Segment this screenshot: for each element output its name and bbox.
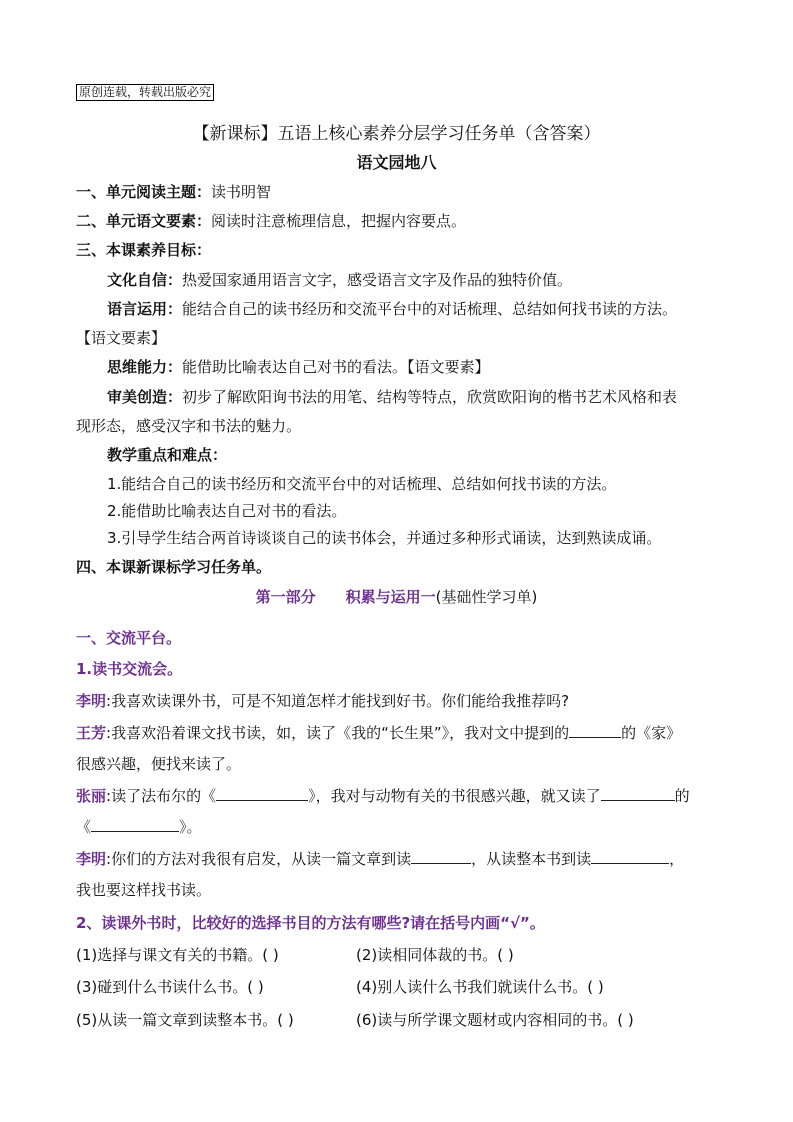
copyright-stamp: 原创连载，转载出版必究 (76, 84, 214, 101)
key-points-label: 教学重点和难点： (107, 446, 228, 464)
fill-blank[interactable] (91, 817, 179, 832)
goal-cultural (107, 269, 572, 290)
dialog-line-liming-2-cont: 我也要这样找书读。 (76, 881, 212, 899)
document-subtitle: 语文园地八 (356, 153, 437, 172)
dialog-line-liming-1 (76, 690, 569, 711)
goal-language-tag: 【语文要素】 (76, 329, 167, 347)
dialog-text: 的《家》 (621, 724, 682, 742)
dialog-text: :我喜欢读课外书，可是不知道怎样才能找到好书。你们能给我推荐吗? (106, 692, 570, 710)
dialog-text: 《 (76, 818, 92, 836)
key-point-item: 2.能借助比喻表达自己对书的看法。 (107, 502, 347, 520)
dialog-text: ，从读整本书到读 (471, 850, 592, 868)
key-point-item: 1.能结合自己的读书经历和交流平台中的对话梳理、总结如何找书读的方法。 (107, 475, 617, 493)
section-1 (76, 181, 271, 202)
goal-thinking (107, 356, 490, 377)
dialog-line-zhangli (76, 785, 690, 806)
exercise-1-heading: 一、交流平台。 (76, 629, 182, 647)
goal-cultural-text: 热爱国家通用语言文字，感受语言文字及作品的独特价值。 (182, 271, 573, 289)
section-3-label: 三、本课素养目标： (76, 241, 212, 259)
dialog-text: 》，我对与动物有关的书很感兴趣，就又读了 (308, 787, 601, 805)
dialog-line-liming-2 (76, 848, 684, 869)
speaker-name: 张丽 (76, 787, 107, 805)
part-heading (0, 586, 793, 607)
speaker-name: 王芳 (76, 724, 107, 742)
section-1-label: 一、单元阅读主题： (76, 183, 212, 201)
exercise-1-subheading: 1.读书交流会。 (76, 660, 183, 678)
section-2-label: 二、单元语文要素： (76, 212, 212, 230)
dialog-text: ， (669, 850, 685, 868)
fill-blank[interactable] (591, 849, 669, 864)
section-4-label: 四、本课新课标学习任务单。 (76, 558, 272, 576)
exercise-2-heading: 2、读课外书时，比较好的选择书目的方法有哪些?请在括号内画“√”。 (76, 914, 545, 932)
fill-blank[interactable] (411, 849, 471, 864)
dialog-text: :我喜欢沿着课文找书读，如，读了《我的“长生果”》，我对文中提到的 (106, 724, 570, 742)
goal-language-label: 语言运用： (107, 300, 183, 318)
goal-cultural-label: 文化自信： (107, 271, 183, 289)
part-type: (基础性学习单) (435, 588, 538, 606)
fill-blank[interactable] (216, 786, 308, 801)
section-2-text: 阅读时注意梳理信息，把握内容要点。 (211, 212, 467, 230)
speaker-name: 李明 (76, 850, 107, 868)
document-title: 【新课标】五语上核心素养分层学习任务单（含答案） (192, 124, 601, 144)
option-item: (1)选择与课文有关的书籍。( ) (76, 946, 279, 964)
dialog-text: 》。 (179, 818, 202, 836)
dialog-line-zhangli-cont (76, 816, 202, 837)
part-title: 积累与运用一 (345, 588, 436, 606)
goal-thinking-text: 能借助比喻表达自己对书的看法。【语文要素】 (182, 358, 490, 376)
option-item: (2)读相同体裁的书。( ) (356, 946, 514, 964)
dialog-text: :你们的方法对我很有启发，从读一篇文章到读 (106, 850, 412, 868)
goal-thinking-label: 思维能力： (107, 358, 183, 376)
option-item: (6)读与所学课文题材或内容相同的书。( ) (356, 1011, 634, 1029)
section-1-text: 读书明智 (211, 183, 272, 201)
fill-blank[interactable] (601, 786, 675, 801)
goal-aesthetic-text: 初步了解欧阳询书法的用笔、结构等特点，欣赏欧阳询的楷书艺术风格和表 (182, 388, 678, 406)
option-item: (3)碰到什么书读什么书。( ) (76, 978, 264, 996)
option-item: (5)从读一篇文章到读整本书。( ) (76, 1011, 294, 1029)
key-point-item: 3.引导学生结合两首诗谈谈自己的读书体会，并通过多种形式诵读，达到熟读成诵。 (107, 529, 662, 547)
dialog-text: :读了法布尔的《 (106, 787, 217, 805)
dialog-line-wangfang (76, 722, 681, 743)
option-item: (4)别人读什么书我们就读什么书。( ) (356, 978, 604, 996)
part-number: 第一部分 (255, 588, 316, 606)
goal-language-text: 能结合自己的读书经历和交流平台中的对话梳理、总结如何找书读的方法。 (182, 300, 678, 318)
goal-aesthetic-label: 审美创造： (107, 388, 183, 406)
dialog-text: 的 (674, 787, 690, 805)
section-2 (76, 210, 466, 231)
fill-blank[interactable] (569, 723, 621, 738)
goal-aesthetic (107, 386, 677, 407)
speaker-name: 李明 (76, 692, 107, 710)
dialog-line-wangfang-cont: 很感兴趣，便找来读了。 (76, 755, 242, 773)
goal-aesthetic-continued: 现形态，感受汉字和书法的魅力。 (76, 417, 302, 435)
goal-language (107, 298, 677, 319)
